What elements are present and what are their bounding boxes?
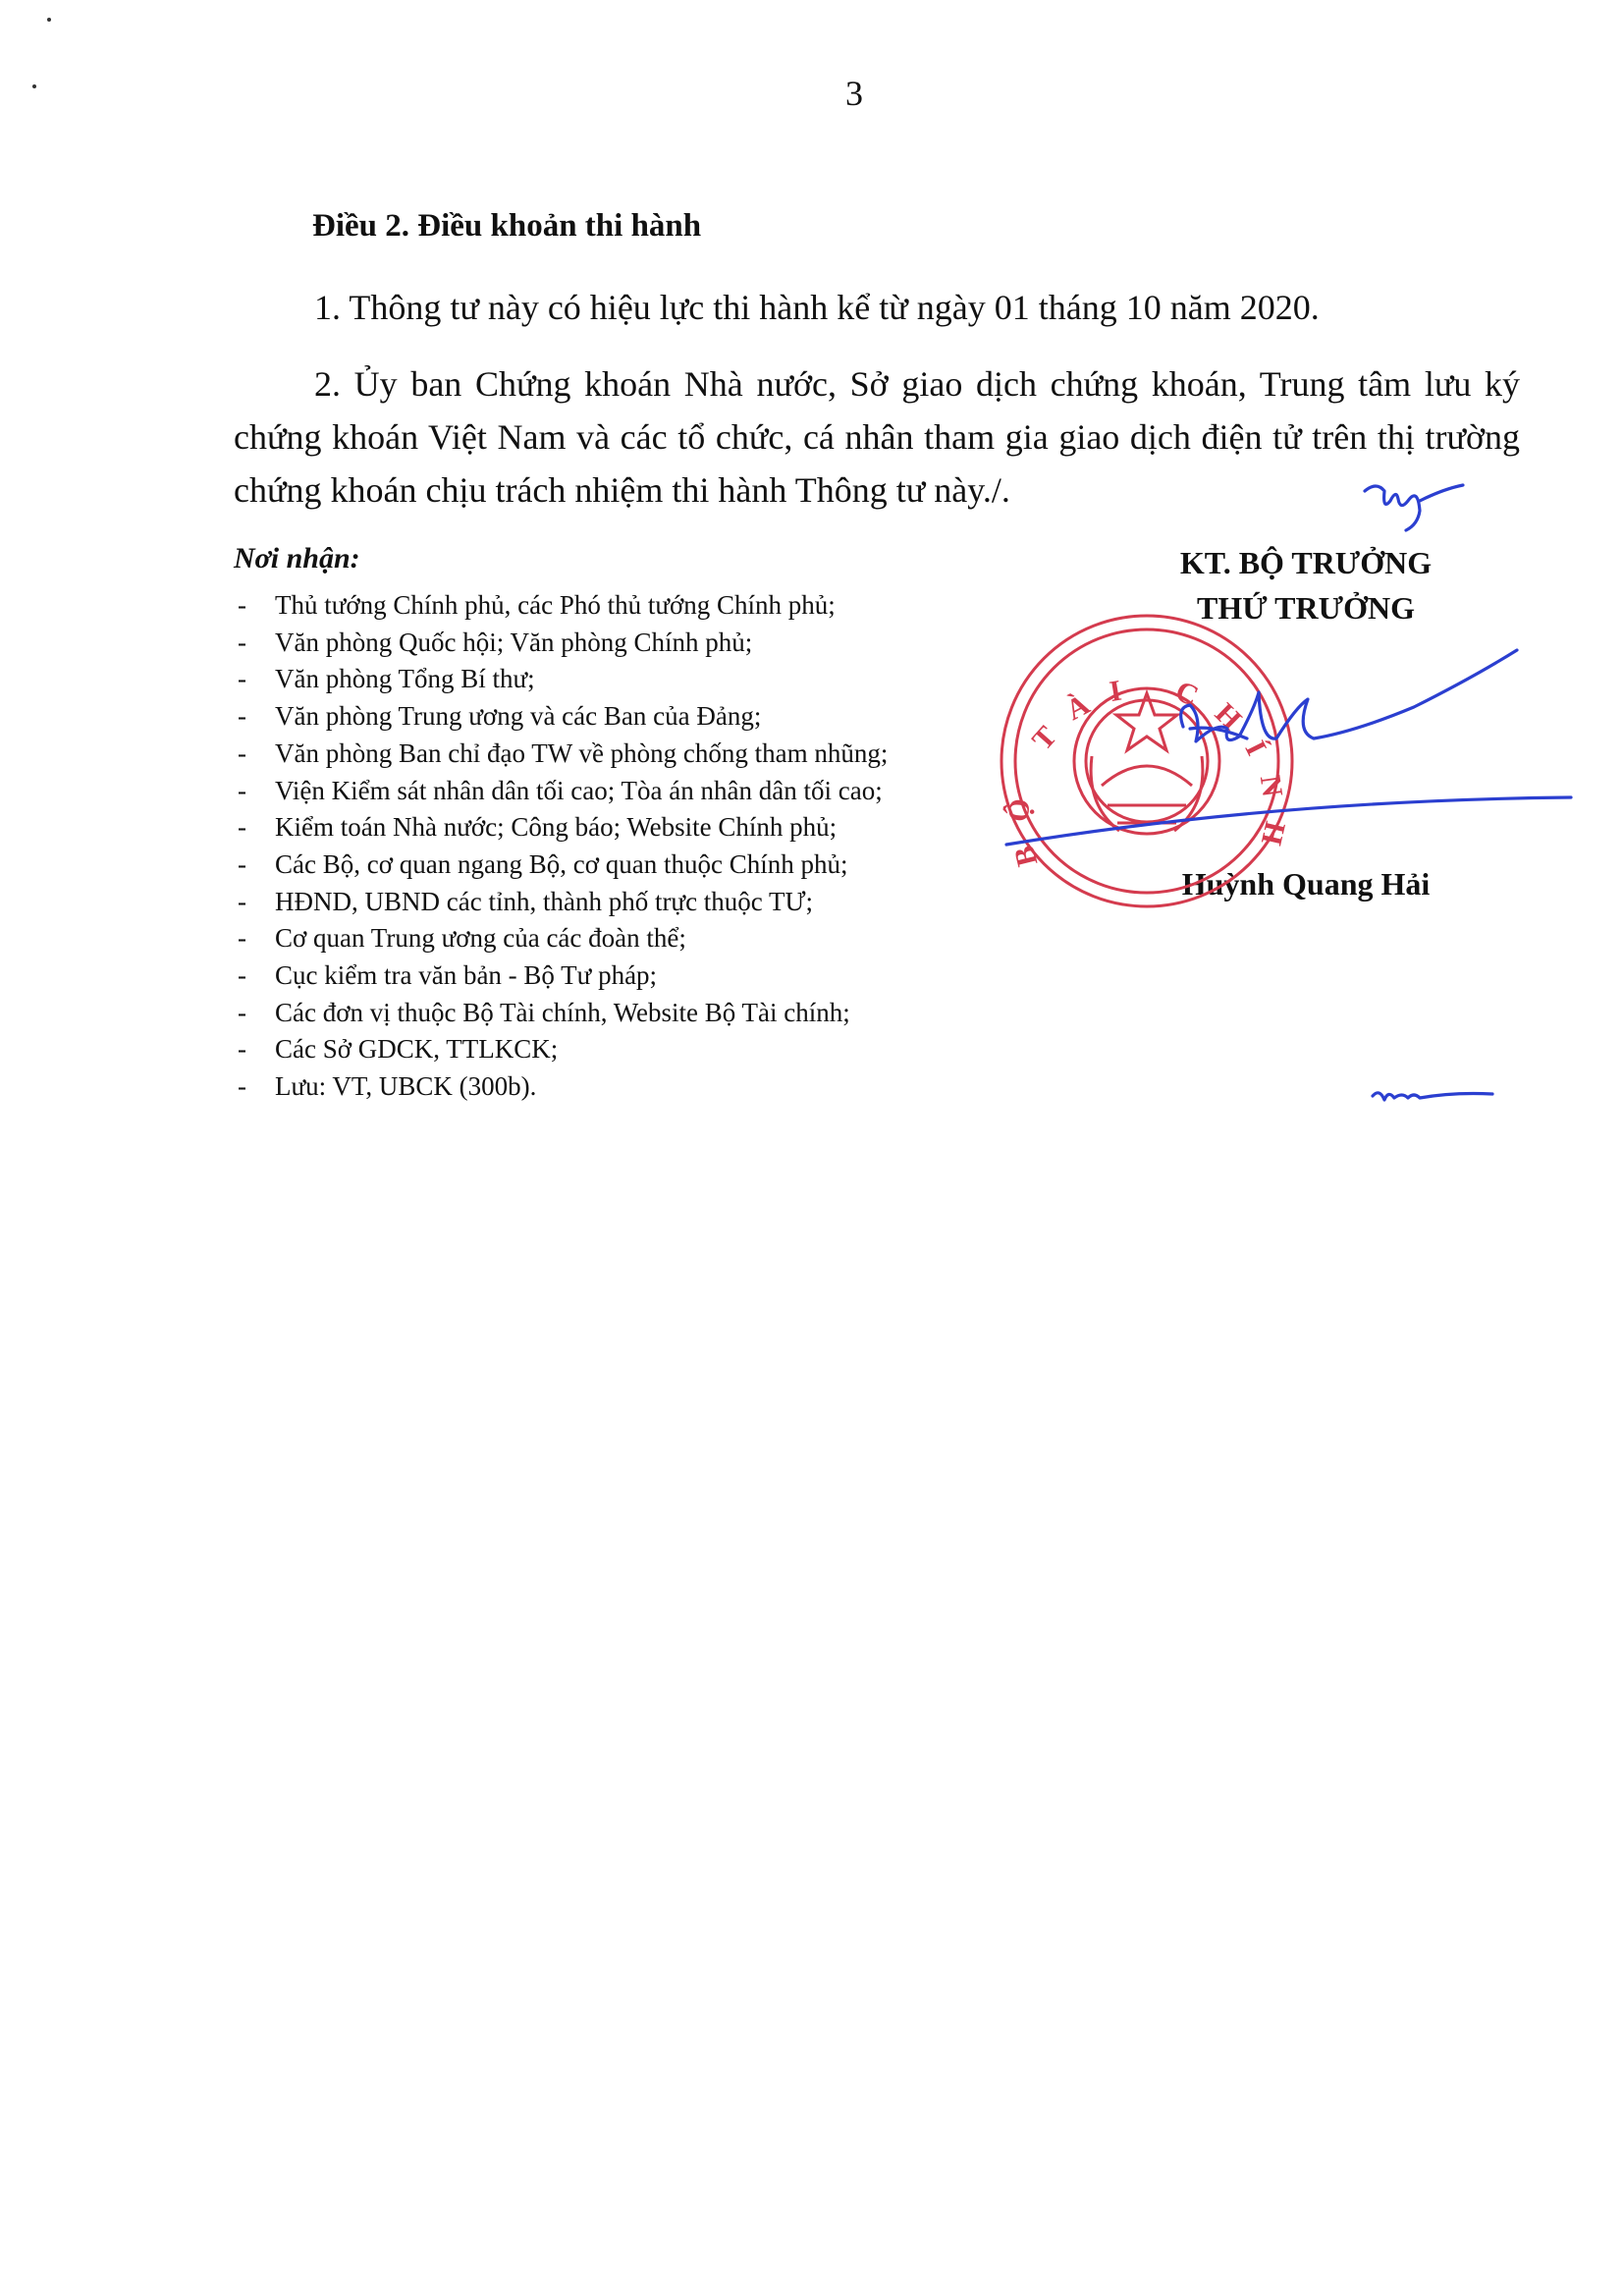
article-paragraph-2 bbox=[234, 357, 1520, 517]
bullet-dash: - bbox=[238, 701, 246, 732]
bullet-dash: - bbox=[238, 848, 246, 879]
bullet-dash: - bbox=[238, 886, 246, 916]
initial-mark bbox=[1373, 1093, 1492, 1100]
recipient-item: - Các đơn vị thuộc Bộ Tài chính, Website Bộ Tài chính; bbox=[234, 995, 1009, 1032]
signature-title-line2: THỨ TRƯỞNG bbox=[1197, 590, 1415, 626]
recipient-item: - Cơ quan Trung ương của các đoàn thể; bbox=[234, 920, 1009, 957]
signature-scribble bbox=[1181, 650, 1517, 741]
recipient-item: - Viện Kiểm sát nhân dân tối cao; Tòa án nhân dân tối cao; bbox=[234, 773, 1009, 810]
recipient-item: - Văn phòng Ban chỉ đạo TW về phòng chống tham nhũng; bbox=[234, 736, 1009, 773]
recipient-item: - Các Sở GDCK, TTLKCK; bbox=[234, 1031, 1009, 1068]
seal-text: BỘ TÀI CHÍNH bbox=[1001, 671, 1292, 870]
recipient-item: - Văn phòng Trung ương và các Ban của Đảng; bbox=[234, 698, 1009, 736]
article-title: Điều 2. Điều khoản thi hành bbox=[312, 208, 702, 244]
recipient-item: - Kiểm toán Nhà nước; Công báo; Website Chính phủ; bbox=[234, 809, 1009, 847]
recipient-item: - Văn phòng Tổng Bí thư; bbox=[234, 661, 1009, 698]
bullet-dash: - bbox=[238, 627, 246, 657]
bullet-dash: - bbox=[238, 1071, 246, 1102]
signature-title-line1: KT. BỘ TRƯỞNG bbox=[1179, 545, 1433, 580]
recipient-item: - Các Bộ, cơ quan ngang Bộ, cơ quan thuộc Chính phủ; bbox=[234, 847, 1009, 884]
bullet-dash: - bbox=[238, 775, 246, 805]
recipients-heading: Nơi nhận: bbox=[234, 542, 360, 574]
recipient-item: - Cục kiểm tra văn bản - Bộ Tư pháp; bbox=[234, 957, 1009, 995]
page-number: 3 bbox=[845, 74, 863, 113]
recipient-item: - Lưu: VT, UBCK (300b). bbox=[234, 1068, 1009, 1106]
bullet-dash: - bbox=[238, 997, 246, 1027]
paragraph-2-text: 2. Ủy ban Chứng khoán Nhà nước, Sở giao dịch chứng khoán, Trung tâm lưu ký chứng khoán Việt Nam và các tổ chức, cá nhân tham gia giao dịch điện tử trên thị trường chứng khoán chịu trách nhiệm thi hành Thông tư này./. bbox=[234, 364, 1520, 510]
signature-underline bbox=[1006, 797, 1571, 845]
signer-name: Huỳnh Quang Hải bbox=[1181, 866, 1431, 902]
bullet-dash: - bbox=[238, 738, 246, 768]
bullet-dash: - bbox=[238, 1034, 246, 1065]
article-paragraph-1 bbox=[234, 281, 1520, 334]
recipient-item: - Thủ tướng Chính phủ, các Phó thủ tướng Chính phủ; bbox=[234, 587, 1009, 625]
bullet-dash: - bbox=[238, 590, 246, 620]
signature-scribble bbox=[1190, 728, 1247, 738]
recipients-list bbox=[234, 587, 1009, 1106]
bullet-dash: - bbox=[238, 923, 246, 954]
recipient-item: - Văn phòng Quốc hội; Văn phòng Chính phủ; bbox=[234, 625, 1009, 662]
paragraph-1-text: 1. Thông tư này có hiệu lực thi hành kể từ ngày 01 tháng 10 năm 2020. bbox=[314, 288, 1320, 327]
recipient-item: - HĐND, UBND các tỉnh, thành phố trực thuộc TƯ; bbox=[234, 884, 1009, 921]
bullet-dash: - bbox=[238, 812, 246, 843]
signature-title-block bbox=[1060, 540, 1551, 630]
bullet-dash: - bbox=[238, 664, 246, 694]
bullet-dash: - bbox=[238, 960, 246, 991]
